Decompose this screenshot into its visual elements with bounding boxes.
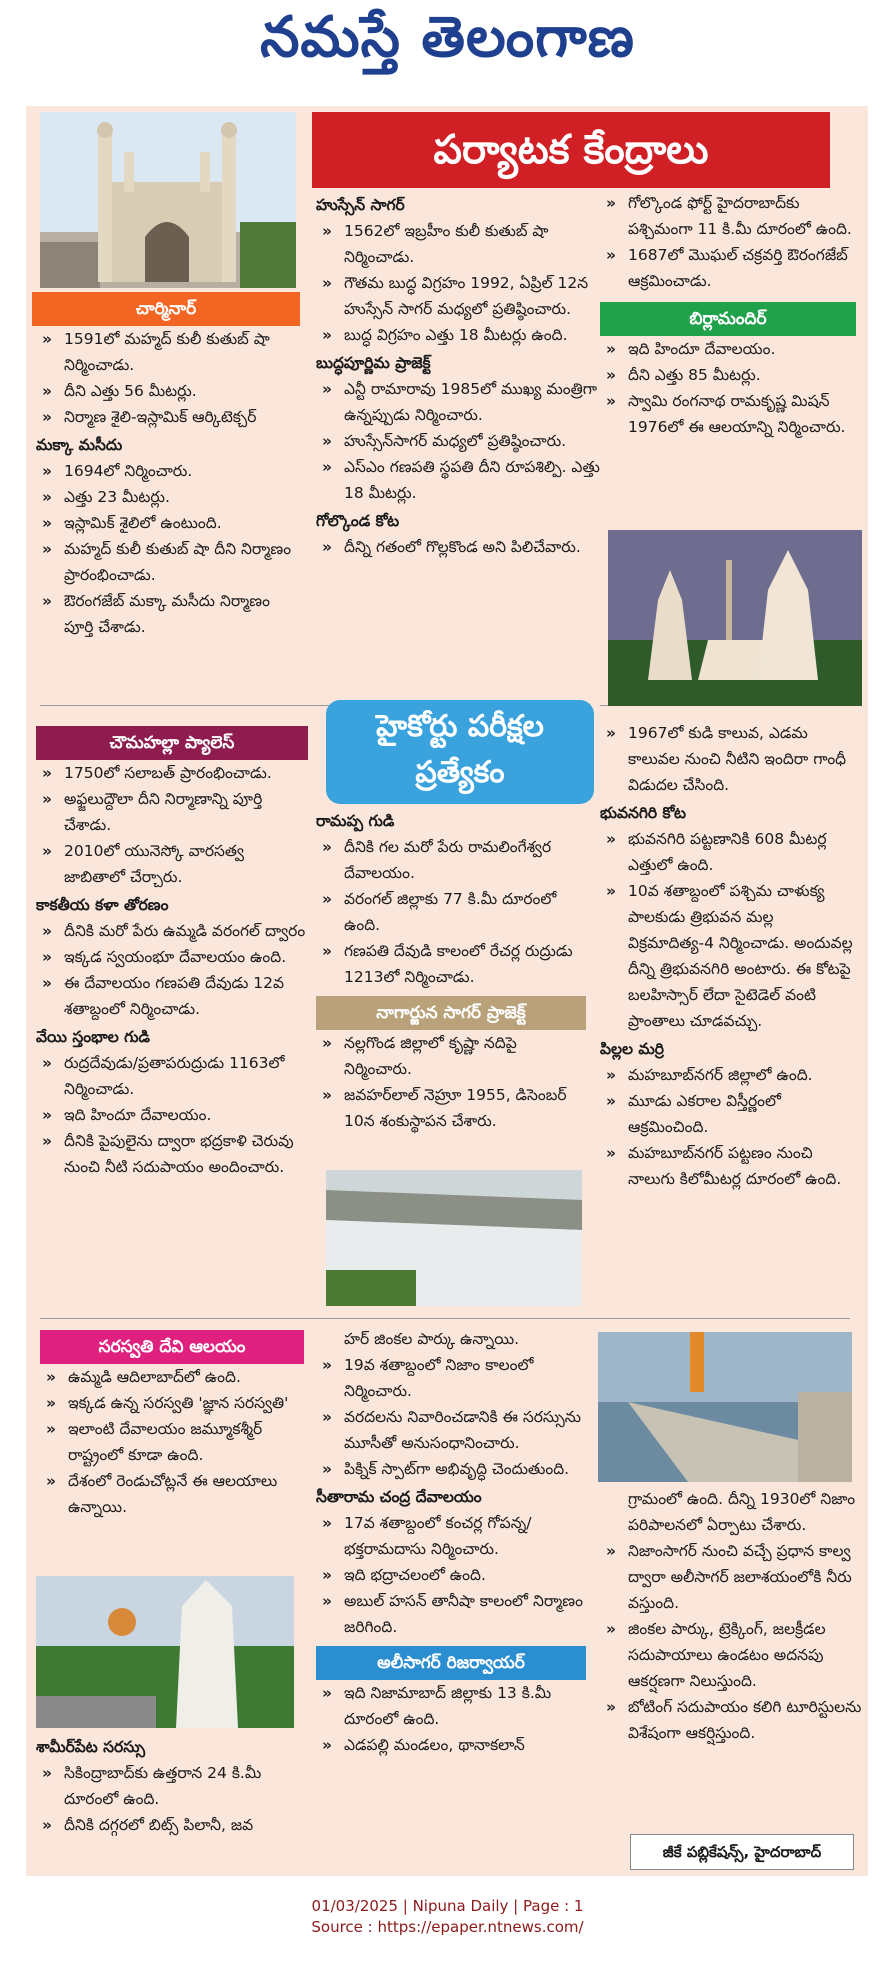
list-item: » ఇది హిందూ దేవాలయం. bbox=[600, 336, 856, 362]
list-item: » 1591లో మహ్మద్ కులీ కుతుబ్ షా నిర్మించాడు. bbox=[36, 326, 298, 378]
hussain-list bbox=[316, 218, 600, 348]
list-item: » గణపతి దేవుడి కాలంలో రేచర్ల రుద్రుడు 1213లో నిర్మించాడు. bbox=[316, 938, 586, 990]
charminar-image bbox=[40, 112, 296, 288]
saraswathi-section bbox=[40, 1330, 304, 1520]
birla-header: బిర్లామందిర్ bbox=[600, 302, 856, 336]
alisagar-cont-section bbox=[600, 1486, 862, 1746]
list-item: » 2010లో యునెస్కో వారసత్వ జాబితాలో చేర్చారు. bbox=[36, 838, 308, 890]
list-item: » 1562లో ఇబ్రహీం కులీ కుతుబ్ షా నిర్మించాడు. bbox=[316, 218, 600, 270]
kakatiya-list bbox=[36, 918, 308, 1022]
list-item: » దీనికి దగ్గరలో బిట్స్ పిలానీ, జవ bbox=[36, 1812, 300, 1838]
hc-line-2: ప్రత్యేకం bbox=[415, 755, 505, 790]
continued-text: హర్ జింకల పార్కు ఉన్నాయి. bbox=[344, 1330, 520, 1348]
list-item: » ఎన్టీ రామారావు 1985లో ముఖ్య మంత్రిగా ఉన్నప్పుడు నిర్మించారు. bbox=[316, 376, 600, 428]
list-item: » వరంగల్ జిల్లాకు 77 కి.మీ దూరంలో ఉంది. bbox=[316, 886, 586, 938]
list-item: » హుస్సేన్‌సాగర్ మధ్యలో ప్రతిష్ఠించారు. bbox=[316, 428, 600, 454]
list-item: » దీని ఎత్తు 56 మీటర్లు. bbox=[36, 378, 298, 404]
list-item: » దీనికి పైపులైను ద్వారా భద్రకాళి చెరువు నుంచి నీటి సదుపాయం అందించారు. bbox=[36, 1128, 308, 1180]
list-item: » దీన్ని గతంలో గొల్లకొండ అని పిలిచేవారు. bbox=[316, 534, 600, 560]
ramappa-section bbox=[316, 806, 586, 1134]
thousand-pillars-list bbox=[36, 1050, 308, 1180]
list-item: » జింకల పార్కు, ట్రెక్కింగ్, జలక్రీడల సదుపాయాలు ఉండటం అదనపు ఆకర్షణగా నిలుస్తుంది. bbox=[600, 1616, 862, 1694]
bhuvanagiri-title: భువనగిరి కోట bbox=[600, 804, 686, 822]
alisagar-header: అలీసాగర్ రిజర్వాయర్ bbox=[316, 1646, 586, 1680]
list-item: » ఉమ్మడి ఆదిలాబాద్‌లో ఉంది. bbox=[40, 1364, 304, 1390]
birla-list bbox=[600, 336, 856, 440]
list-item: » 19వ శతాబ్దంలో నిజాం కాలంలో నిర్మించారు. bbox=[316, 1352, 586, 1404]
shamirpet-list bbox=[36, 1760, 300, 1838]
list-item: » మహబూబ్‌నగర్ పట్టణం నుంచి నాలుగు కిలోమీటర్ల దూరంలో ఉంది. bbox=[600, 1140, 862, 1192]
list-item: » నిర్మాణ శైలి-ఇస్లామిక్ ఆర్కిటెక్చర్ bbox=[36, 404, 298, 430]
list-item: » మహబూబ్‌నగర్ జిల్లాలో ఉంది. bbox=[600, 1062, 862, 1088]
list-item: » ఎత్తు 23 మీటర్లు. bbox=[36, 484, 298, 510]
list-item: » ఈ దేవాలయం గణపతి దేవుడు 12వ శతాబ్దంలో నిర్మించాడు. bbox=[36, 970, 308, 1022]
list-item: » 10వ శతాబ్దంలో పశ్చిమ చాళుక్య పాలకుడు త్రిభువన మల్ల విక్రమాదిత్య-4 నిర్మించాడు. అందువల్ల దీన్ని త్రిభువనగిరి అంటారు. ఈ కోటపై బలహిస్సార్ లేదా సైటెడెల్ వంటి ప్రాంతాలు చూడవచ్చు. bbox=[600, 878, 862, 1034]
list-item: » ఎడపల్లి మండలం, థానాకలాన్ bbox=[316, 1732, 586, 1758]
buddha-list bbox=[316, 376, 600, 506]
list-item: » ఇది హిందూ దేవాలయం. bbox=[36, 1102, 308, 1128]
list-item: » దీనికి మరో పేరు ఉమ్మడి వరంగల్ ద్వారం bbox=[36, 918, 308, 944]
list-item: » ఇలాంటి దేవాలయం జమ్మూకశ్మీర్ రాష్ట్రంలో కూడా ఉంది. bbox=[40, 1416, 304, 1468]
golconda-list bbox=[316, 534, 600, 560]
list-item: » బోటింగ్ సదుపాయం కలిగి టూరిస్టులను విశేషంగా ఆకర్షిస్తుంది. bbox=[600, 1694, 862, 1746]
high-court-badge bbox=[326, 700, 594, 804]
footer-date-line: 01/03/2025 | Nipuna Daily | Page : 1 bbox=[311, 1897, 584, 1915]
nagarjuna-list bbox=[316, 1030, 586, 1134]
list-item: » పిక్నిక్ స్పాట్‌గా అభివృద్ధి చెందుతుంది. bbox=[316, 1456, 586, 1482]
kakatiya-title: కాకతీయ కళా తోరణం bbox=[36, 896, 169, 914]
list-item: » 1687లో మొఘల్ చక్రవర్తి ఔరంగజేబ్ ఆక్రమించాడు. bbox=[600, 242, 856, 294]
mecca-list bbox=[36, 458, 298, 640]
list-item: » అబుల్ హసన్ తానీషా కాలంలో నిర్మాణం జరిగింది. bbox=[316, 1588, 586, 1640]
golconda-birla-section bbox=[600, 190, 856, 440]
list-item: » దేశంలో రెండుచోట్లనే ఈ ఆలయాలు ఉన్నాయి. bbox=[40, 1468, 304, 1520]
golconda-title: గోల్కొండ కోట bbox=[316, 512, 400, 530]
list-item: » నిజాంసాగర్ నుంచి వచ్చే ప్రధాన కాల్వ ద్వారా అలీసాగర్ జలాశయంలోకి నీరు వస్తుంది. bbox=[600, 1538, 862, 1616]
list-item: » రుద్రదేవుడు/ప్రతాపరుద్రుడు 1163లో నిర్మించాడు. bbox=[36, 1050, 308, 1102]
list-item: » 17వ శతాబ్దంలో కంచర్ల గోపన్న/భక్తరామదాసు నిర్మించారు. bbox=[316, 1510, 586, 1562]
list-item: » అఫ్జలుద్దౌలా దీని నిర్మాణాన్ని పూర్తి చేశాడు. bbox=[36, 786, 308, 838]
list-item: » దీనికి గల మరో పేరు రామలింగేశ్వర దేవాలయం. bbox=[316, 834, 586, 886]
list-item: » వరదలను నివారించడానికి ఈ సరస్సును మూసీతో అనుసంధానించారు. bbox=[316, 1404, 586, 1456]
list-item: » ఔరంగజేబ్ మక్కా మసీదు నిర్మాణం పూర్తి చేశాడు. bbox=[36, 588, 298, 640]
continued-text: గ్రామంలో ఉంది. దీన్ని 1930లో నిజాం పరిపాలనలో ఏర్పాటు చేశారు. bbox=[628, 1490, 856, 1534]
mecca-title: మక్కా మసీదు bbox=[36, 436, 123, 454]
birla-mandir-image bbox=[608, 530, 862, 706]
saraswathi-header: సరస్వతి దేవి ఆలయం bbox=[40, 1330, 304, 1364]
list-item: » 1694లో నిర్మించారు. bbox=[36, 458, 298, 484]
charminar-header: చార్మినార్ bbox=[32, 292, 300, 326]
thousand-pillars-title: వేయి స్తంభాల గుడి bbox=[36, 1028, 150, 1046]
chowmahalla-header: చౌమహల్లా ప్యాలెస్ bbox=[36, 726, 308, 760]
list-item: » 1967లో కుడి కాలువ, ఎడమ కాలువల నుంచి నీటిని ఇందిరా గాంధీ విడుదల చేసింది. bbox=[600, 720, 862, 798]
list-item: » ఎస్ఎం గణపతి స్థపతి దీని రూపశిల్పి. ఎత్తు 18 మీటర్లు. bbox=[316, 454, 600, 506]
list-item: » ఇది భద్రాచలంలో ఉంది. bbox=[316, 1562, 586, 1588]
sitarama-list bbox=[316, 1510, 586, 1640]
list-item: » గోల్కొండ ఫోర్ట్ హైదరాబాద్‌కు పశ్చిమంగా 11 కి.మీ దూరంలో ఉంది. bbox=[600, 190, 856, 242]
list-item: » ఇక్కడ ఉన్న సరస్వతి 'జ్ఞాన సరస్వతి' bbox=[40, 1390, 304, 1416]
bhuvanagiri-section bbox=[600, 720, 862, 1192]
saraswathi-temple-image bbox=[36, 1576, 294, 1728]
list-item: » బుద్ధ విగ్రహం ఎత్తు 18 మీటర్లు ఉంది. bbox=[316, 322, 600, 348]
alisagar-list bbox=[316, 1680, 586, 1758]
golconda-cont-list bbox=[600, 190, 856, 294]
buddha-title: బుద్ధపూర్ణిమ ప్రాజెక్ట్ bbox=[316, 354, 431, 372]
list-item: » ఇస్లామిక్ శైలిలో ఉంటుంది. bbox=[36, 510, 298, 536]
chowmahalla-section bbox=[36, 726, 308, 1180]
nagarjuna-dam-image bbox=[326, 1170, 582, 1306]
list-item: » భువనగిరి పట్టణానికి 608 మీటర్ల ఎత్తులో ఉంది. bbox=[600, 826, 862, 878]
nagarjuna-header: నాగార్జున సాగర్ ప్రాజెక్ట్ bbox=[316, 996, 586, 1030]
hussain-title: హుస్సేన్ సాగర్ bbox=[316, 196, 405, 214]
pillalamarri-list bbox=[600, 1062, 862, 1192]
list-item: » నల్లగొండ జిల్లాలో కృష్ణా నదిపై నిర్మించారు. bbox=[316, 1030, 586, 1082]
list-item: » ఇది నిజామాబాద్ జిల్లాకు 13 కి.మీ దూరంలో ఉంది. bbox=[316, 1680, 586, 1732]
masthead: నమస్తే తెలంగాణ bbox=[260, 4, 635, 70]
bhuvanagiri-list bbox=[600, 826, 862, 1034]
saraswathi-list bbox=[40, 1364, 304, 1520]
lake-list bbox=[316, 1352, 586, 1482]
hc-line-1: హైకోర్టు పరీక్షల bbox=[376, 709, 544, 744]
divider bbox=[40, 1318, 850, 1319]
hussain-sagar-section bbox=[316, 190, 600, 560]
pillalamarri-title: పిల్లల మర్రి bbox=[600, 1040, 664, 1058]
list-item: » 1750లో సలాబత్ ప్రారంభించాడు. bbox=[36, 760, 308, 786]
publisher-credit: జీకే పబ్లికేషన్స్, హైదరాబాద్ bbox=[630, 1834, 854, 1870]
footer-source-line: Source : https://epaper.ntnews.com/ bbox=[311, 1918, 584, 1936]
list-item: » గౌతమ బుద్ధ విగ్రహం 1992, ఏప్రిల్ 12న హుస్సేన్ సాగర్ మధ్యలో ప్రతిష్ఠించారు. bbox=[316, 270, 600, 322]
list-item: » సికింద్రాబాద్‌కు ఉత్తరాన 24 కి.మీ దూరంలో ఉంది. bbox=[36, 1760, 300, 1812]
charminar-list bbox=[36, 326, 298, 430]
shamirpet-section bbox=[36, 1732, 300, 1838]
title-banner: పర్యాటక కేంద్రాలు bbox=[312, 112, 830, 188]
lake-sitarama-section bbox=[316, 1326, 586, 1758]
list-item: » మూడు ఎకరాల విస్తీర్ణంలో ఆక్రమించింది. bbox=[600, 1088, 862, 1140]
list-item: » స్వామి రంగనాథ రామకృష్ణ మిషన్ 1976లో ఈ ఆలయాన్ని నిర్మించారు. bbox=[600, 388, 856, 440]
list-item: » ఇక్కడ స్వయంభూ దేవాలయం ఉంది. bbox=[36, 944, 308, 970]
ramappa-title: రామప్ప గుడి bbox=[316, 812, 395, 830]
indira-list bbox=[600, 720, 862, 798]
shamirpet-title: శామీర్‌పేట సరస్సు bbox=[36, 1738, 146, 1756]
divider bbox=[40, 705, 336, 706]
charminar-section bbox=[36, 292, 298, 640]
sitarama-title: సీతారామ చంద్ర దేవాలయం bbox=[316, 1488, 482, 1506]
ramappa-list bbox=[316, 834, 586, 990]
alisagar-cont-list bbox=[600, 1538, 862, 1746]
list-item: » జవహర్‌లాల్ నెహ్రూ 1955, డిసెంబర్ 10న శంకుస్థాపన చేశారు. bbox=[316, 1082, 586, 1134]
chowmahalla-list bbox=[36, 760, 308, 890]
alisagar-image bbox=[598, 1332, 852, 1482]
list-item: » మహ్మద్ కులీ కుతుబ్ షా దీని నిర్మాణం ప్రారంభించాడు. bbox=[36, 536, 298, 588]
list-item: » దీని ఎత్తు 85 మీటర్లు. bbox=[600, 362, 856, 388]
